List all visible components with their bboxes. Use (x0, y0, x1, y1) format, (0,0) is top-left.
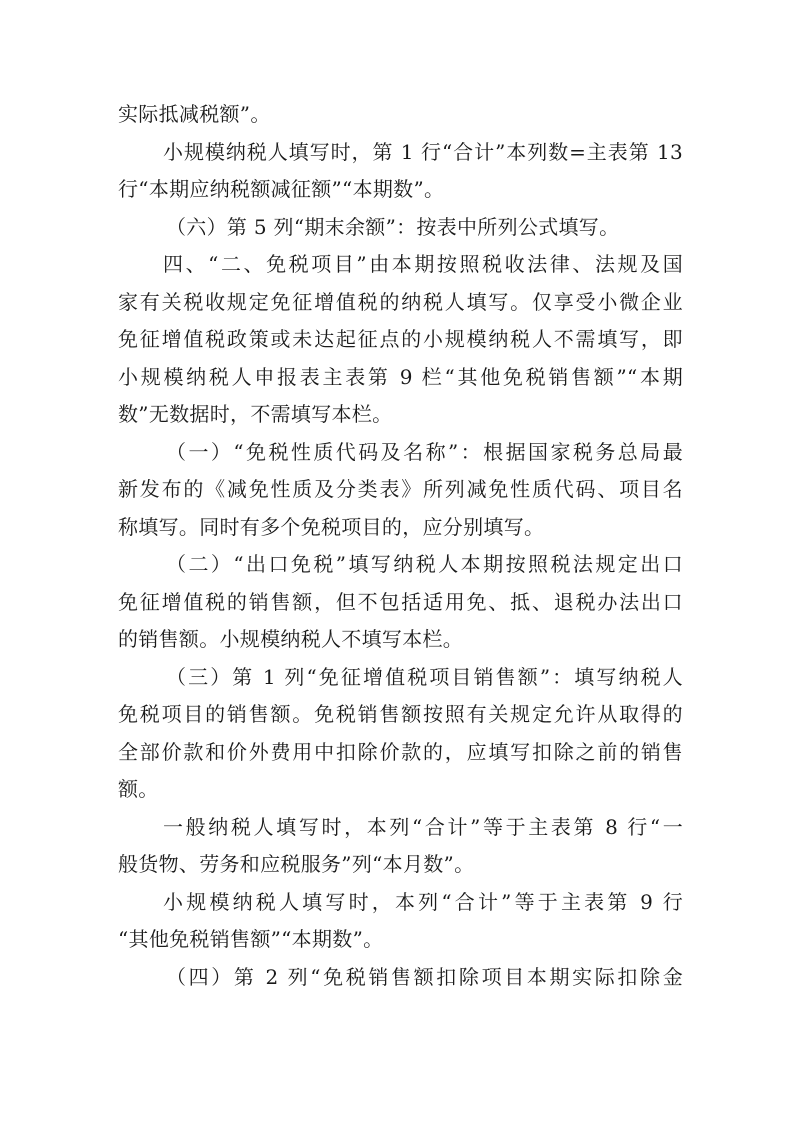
body-line: 额。 (118, 777, 159, 801)
body-line: 小规模纳税人填写时，第 1 行“合计”本列数=主表第 13 (163, 139, 683, 164)
body-line: 实际抵减税额”。 (118, 102, 271, 126)
body-line: 四、“二、免税项目”由本期按照税收法律、法规及国 (163, 252, 683, 276)
body-line: “其他免税销售额”“本期数”。 (118, 927, 384, 951)
document-body (118, 96, 683, 996)
body-line: （三）第 1 列“免征增值税项目销售额”：填写纳税人 (166, 664, 683, 689)
body-line: （六）第 5 列“期末余额”：按表中所列公式填写。 (166, 214, 620, 239)
body-line: 免税项目的销售额。免税销售额按照有关规定允许从取得的 (118, 702, 683, 726)
body-line: 小规模纳税人填写时，本列“合计”等于主表第 9 行 (163, 889, 683, 914)
body-line: 免征增值税政策或未达起征点的小规模纳税人不需填写，即 (118, 327, 683, 351)
body-line: 新发布的《减免性质及分类表》所列减免性质代码、项目名 (118, 477, 683, 501)
body-line: 行“本期应纳税额减征额”“本期数”。 (118, 177, 445, 201)
body-line: （一）“免税性质代码及名称”：根据国家税务总局最 (166, 439, 683, 464)
body-line: 家有关税收规定免征增值税的纳税人填写。仅享受小微企业 (118, 289, 683, 314)
body-line: 的销售额。小规模纳税人不填写本栏。 (118, 627, 464, 651)
body-line: 般货物、劳务和应税服务”列“本月数”。 (118, 852, 475, 876)
body-line: 全部价款和价外费用中扣除价款的，应填写扣除之前的销售 (118, 739, 683, 764)
body-line: 称填写。同时有多个免税项目的，应分别填写。 (118, 514, 545, 539)
body-line: （四）第 2 列“免税销售额扣除项目本期实际扣除金 (166, 964, 683, 989)
body-line: 数”无数据时，不需填写本栏。 (118, 402, 393, 426)
body-line: 免征增值税的销售额，但不包括适用免、抵、退税办法出口 (118, 589, 683, 614)
body-line: （二）“出口免税”填写纳税人本期按照税法规定出口 (166, 552, 683, 576)
body-line: 小规模纳税人申报表主表第 9 栏“其他免税销售额”“本期 (118, 364, 683, 389)
body-line: 一般纳税人填写时，本列“合计”等于主表第 8 行“一 (163, 814, 683, 839)
